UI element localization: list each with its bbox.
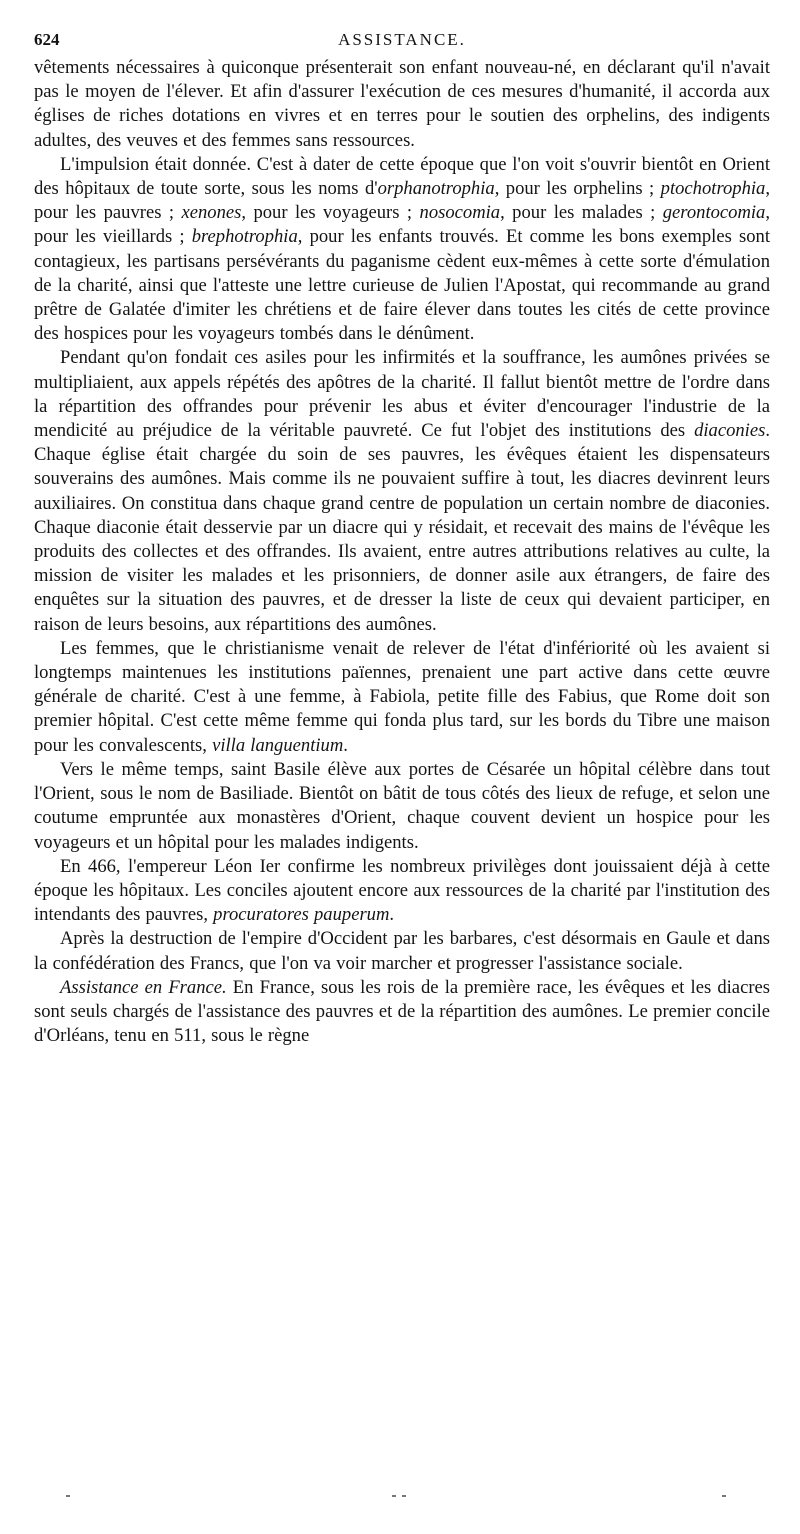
paragraph <box>34 855 770 928</box>
bottom-margin-marks <box>0 1495 800 1505</box>
italic-term: brephotrophia <box>191 226 298 248</box>
paragraph <box>34 56 770 153</box>
paragraph <box>34 927 770 975</box>
italic-term: xenones <box>181 202 242 224</box>
text-run: , pour les voyageurs ; <box>241 202 420 224</box>
text-run: Vers le même temps, saint Basile élève aux portes de Césarée un hôpital célèbre dans tout l'Orient, sous le nom de Basiliade. Bientôt on bâtit de tous côtés des lieux de refuge, et selon une coutume empruntée aux monastères d'Orient, chaque couvent devient un hospice pour les voyageurs et un hôpital pour les malades indigents. <box>34 758 770 853</box>
text-run: , pour les enfants trouvés. Et comme les bons exemples sont contagieux, les partisans persévérants du paganisme cèdent eux-mêmes à cette sorte d'émulation de la charité, ainsi que l'atteste une lettre curieuse de Julien l'Apostat, qui recommande au grand prêtre de Galatée d'imiter les chrétiens et de faire élever dans toutes les cités de cette province des hospices pour les voyageurs tombés dans le dénûment. <box>34 226 770 345</box>
text-run: Après la destruction de l'empire d'Occident par les barbares, c'est désormais en Gaule et dans la confédération des Francs, que l'on va voir marcher et progresser l'assistance sociale. <box>34 928 770 974</box>
paragraph <box>34 153 770 347</box>
italic-term: nosocomia <box>419 202 501 224</box>
text-run: . <box>343 734 348 756</box>
italic-term: diaconies <box>694 420 766 442</box>
text-run: , pour les malades ; <box>500 202 663 224</box>
margin-mark <box>722 1495 726 1497</box>
italic-term: procuratores pauperum <box>213 904 390 926</box>
running-head <box>34 30 770 56</box>
text-run: , pour les pauvres ; <box>34 178 770 224</box>
book-page <box>34 30 770 1048</box>
text-run: Les femmes, que le christianisme venait de relever de l'état d'infériorité où les avaient si longtemps maintenues les institutions païennes, prenaient une part active dans cette œuvre générale de charité. C'est à une femme, à Fabiola, petite fille des Fabius, que Rome doit son premier hôpital. C'est cette même femme qui fonda plus tard, sur les bords du Tibre une maison pour les convalescents, <box>34 637 770 756</box>
paragraph <box>34 346 770 636</box>
margin-mark <box>402 1495 406 1497</box>
text-run: , pour les orphelins ; <box>494 178 661 200</box>
margin-mark <box>66 1495 70 1497</box>
text-run: . <box>389 904 395 926</box>
text-run: En 466, l'empereur Léon Ier confirme les nombreux privilèges dont jouissaient déjà à cette époque les hôpitaux. Les conciles ajoutent encore aux ressources de la charité par l'institution des intendants des pauvres, <box>34 855 770 926</box>
body-text <box>34 56 770 1048</box>
text-run: Pendant qu'on fondait ces asiles pour les infirmités et la souffrance, les aumônes privées se multipliaient, aux appels répétés des apôtres de la charité. Il fallut bientôt mettre de l'ordre dans la répartition des offrandes pour prévenir les abus et éviter d'encourager l'industrie de la mendicité au préjudice de la véritable pauvreté. Ce fut l'objet des institutions des <box>34 347 770 442</box>
text-run: , pour les vieillards ; <box>34 202 770 248</box>
paragraph <box>34 976 770 1049</box>
page-number: 624 <box>34 30 60 49</box>
italic-term: orphanotrophia <box>377 178 495 200</box>
text-run: L'impulsion était donnée. C'est à dater de cette époque que l'on voit s'ouvrir bientôt en Orient des hôpitaux de toute sorte, sous les noms d' <box>34 153 770 200</box>
margin-mark <box>392 1495 396 1497</box>
italic-term: ptochotrophia <box>660 178 766 200</box>
italic-term: Assistance en France. <box>60 976 227 998</box>
paragraph <box>34 758 770 855</box>
paragraph <box>34 637 770 758</box>
italic-term: gerontocomia <box>662 202 766 224</box>
text-run: . Chaque église était chargée du soin de ses pauvres, les évêques étaient les dispensateurs souverains des aumônes. Mais comme ils ne pouvaient suffire à tout, les diacres devinrent leurs auxiliaires. On constitua dans chaque grand centre de population un certain nombre de diaconies. Chaque diaconie était desservie par un diacre qui y résidait, et recevait des mains de l'évêque les produits des collectes et des offrandes. Ils avaient, entre autres attributions relatives au culte, la mission de visiter les malades et les prisonniers, de donner asile aux étrangers, de faire des enquêtes sur la situation des pauvres, et de dresser la liste de ceux qui devaient participer, en raison de leurs besoins, aux répartitions des aumônes. <box>34 420 770 635</box>
text-run: En France, sous les rois de la première race, les évêques et les diacres sont seuls chargés de l'assistance des pauvres et de la répartition des aumônes. Le premier concile d'Orléans, tenu en 511, sous le règne <box>34 976 770 1047</box>
text-run: vêtements nécessaires à quiconque présenterait son enfant nouveau-né, en déclarant qu'il n'avait pas le moyen de l'élever. Et afin d'assurer l'exécution de ces mesures d'humanité, il accorda aux églises de riches dotations en vivres et en terres pour le soutien des orphelins, des indigents adultes, des veuves et des femmes sans ressources. <box>34 57 770 151</box>
running-title: ASSISTANCE. <box>338 30 466 49</box>
italic-term: villa languentium <box>212 734 344 756</box>
